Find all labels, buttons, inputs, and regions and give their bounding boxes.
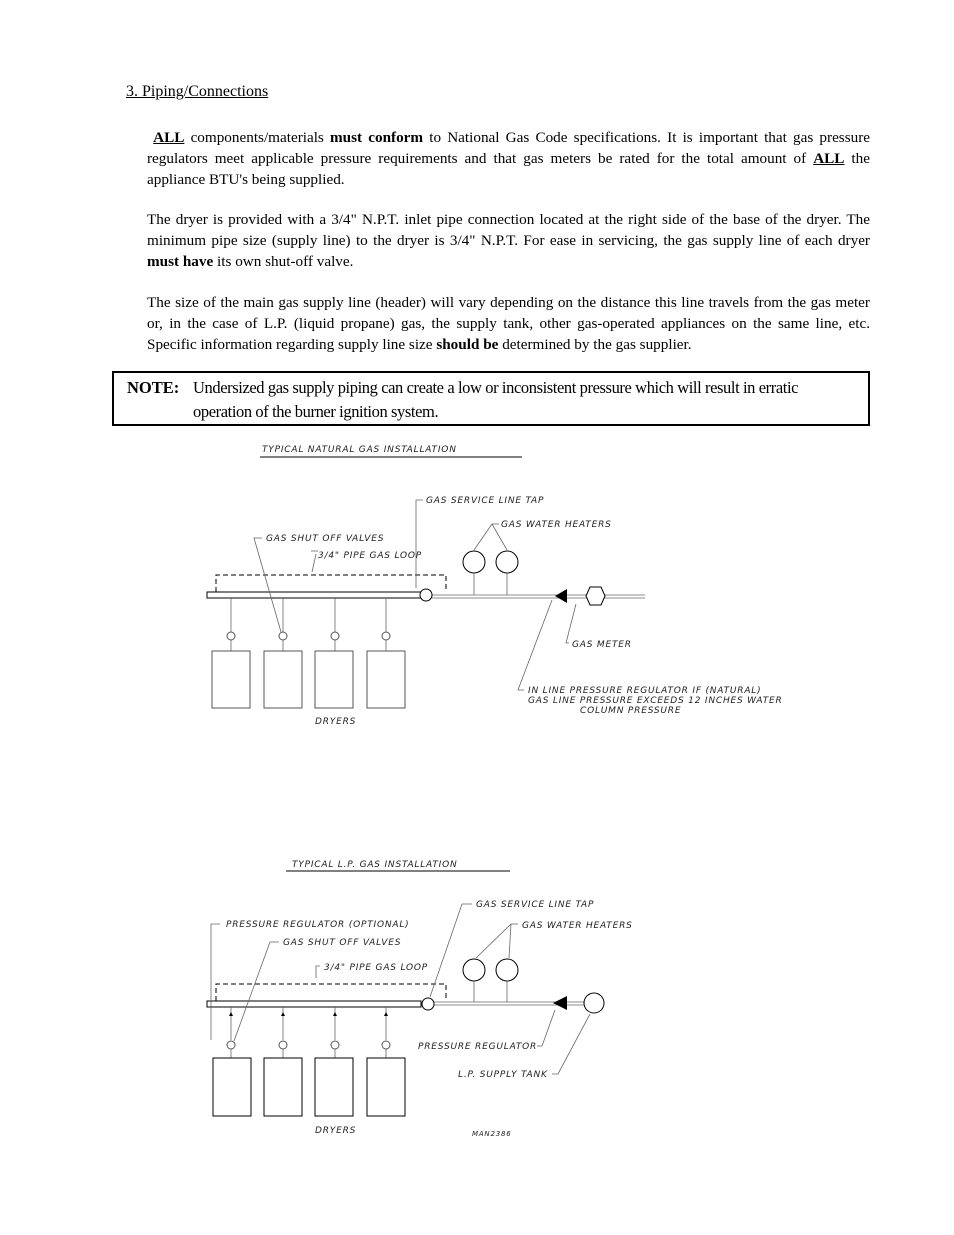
emphasis-must-have: must have <box>147 252 214 270</box>
label-gas-water-heaters: GAS WATER HEATERS <box>501 520 612 530</box>
water-heater <box>496 551 518 573</box>
water-heater <box>496 959 518 981</box>
label-regulator-line3: COLUMN PRESSURE <box>580 706 682 716</box>
label-dryers: DRYERS <box>315 1126 357 1136</box>
pressure-regulator-symbol <box>555 589 567 603</box>
text-span: determined by the gas supplier. <box>498 335 692 353</box>
water-heater <box>463 959 485 981</box>
emphasis-all: ALL <box>813 149 845 167</box>
label-gas-shut-off-valves: GAS SHUT OFF VALVES <box>266 534 385 544</box>
dryer-unit <box>315 651 353 708</box>
dryer-unit <box>212 651 250 708</box>
pressure-regulator-symbol <box>553 996 567 1010</box>
label-dryers: DRYERS <box>315 717 357 727</box>
dryer-branches <box>227 1007 390 1058</box>
note-text: Undersized gas supply piping can create a low or inconsistent pressure which will result in erratic operation of the burner ignition system. <box>193 378 799 421</box>
label-drawing-number: MAN2386 <box>472 1130 512 1138</box>
main-header-pipe <box>207 1001 421 1007</box>
note-box <box>112 371 870 426</box>
label-pressure-regulator: PRESSURE REGULATOR <box>418 1042 538 1052</box>
gas-meter-symbol <box>586 587 605 605</box>
gas-service-tap <box>422 998 434 1010</box>
lp-diagram-title: TYPICAL L.P. GAS INSTALLATION <box>292 860 458 870</box>
text-span: its own shut-off valve. <box>213 252 354 270</box>
text-span: components/materials <box>184 129 331 146</box>
label-regulator-line1: IN LINE PRESSURE REGULATOR IF (NATURAL) <box>528 686 762 696</box>
dryer-unit <box>315 1058 353 1116</box>
label-pressure-regulator-optional: PRESSURE REGULATOR (OPTIONAL) <box>226 920 410 930</box>
paragraph-code-compliance <box>147 128 870 190</box>
dryer-branches <box>227 598 390 651</box>
label-gas-service-line-tap: GAS SERVICE LINE TAP <box>426 496 545 506</box>
pipe-gas-loop <box>216 575 446 592</box>
label-gas-meter: GAS METER <box>572 640 632 650</box>
section-heading: 3. Piping/Connections <box>126 83 269 100</box>
dryer-unit <box>213 1058 251 1116</box>
lp-supply-tank-symbol <box>584 993 604 1013</box>
label-pipe-gas-loop: 3/4" PIPE GAS LOOP <box>324 963 428 973</box>
paragraph-supply-line-size <box>147 293 870 355</box>
text-span: to National Gas Code specifications. It is important that gas pressure regulators meet applicable pressure requirements and that gas meters be rated for the total amount of <box>147 129 871 167</box>
paragraph-inlet-connection <box>147 210 870 272</box>
label-pipe-gas-loop: 3/4" PIPE GAS LOOP <box>318 551 422 561</box>
label-lp-supply-tank: L.P. SUPPLY TANK <box>458 1070 548 1080</box>
emphasis-all: ALL <box>153 129 185 146</box>
label-gas-service-line-tap: GAS SERVICE LINE TAP <box>476 900 595 910</box>
natural-gas-diagram <box>0 430 954 740</box>
label-gas-water-heaters: GAS WATER HEATERS <box>522 921 633 931</box>
note-label: NOTE: <box>127 378 180 397</box>
text-span: The size of the main gas supply line (header) will vary depending on the distance this line travels from the gas meter or, in the case of L.P. (liquid propane) gas, the supply tank, other gas-operated appliances on the same line, etc. Specific information regarding supply line size <box>147 294 870 353</box>
label-regulator-line2: GAS LINE PRESSURE EXCEEDS 12 INCHES WATER <box>528 696 783 706</box>
text-span: The dryer is provided with a 3/4" N.P.T. inlet pipe connection located at the right side of the base of the dryer. The minimum pipe size (supply line) to the dryer is 3/4" N.P.T. For ease in servicing, the gas supply line of each dryer <box>147 211 870 249</box>
main-header-pipe <box>207 592 421 598</box>
natural-diagram-title: TYPICAL NATURAL GAS INSTALLATION <box>262 445 457 455</box>
dryer-unit <box>367 1058 405 1116</box>
label-gas-shut-off-valves: GAS SHUT OFF VALVES <box>283 938 402 948</box>
lp-gas-diagram <box>0 850 954 1150</box>
dryer-unit <box>367 651 405 708</box>
pipe-gas-loop <box>216 984 446 1001</box>
dryer-unit <box>264 1058 302 1116</box>
gas-service-tap <box>420 589 432 601</box>
dryer-unit <box>264 651 302 708</box>
emphasis-should-be: should be <box>436 335 499 353</box>
water-heater <box>463 551 485 573</box>
emphasis-must-conform: must conform <box>330 129 424 146</box>
text-span: the appliance BTU's being supplied. <box>147 149 870 188</box>
